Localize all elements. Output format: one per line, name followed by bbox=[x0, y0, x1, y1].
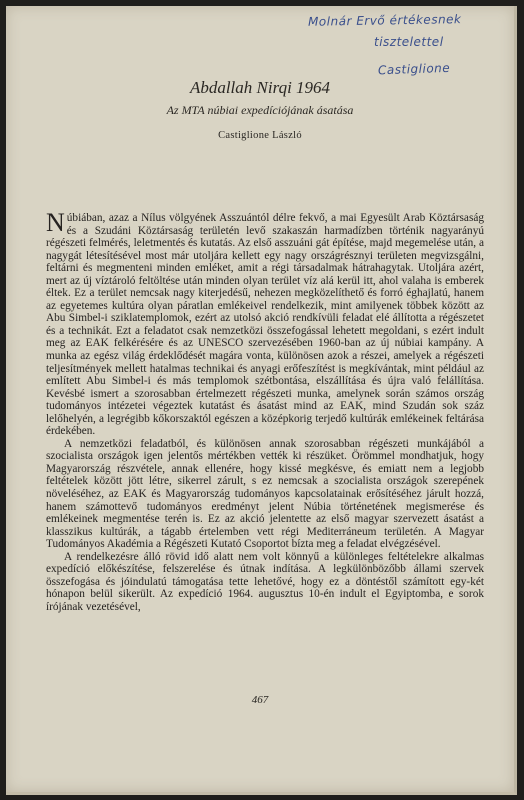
article-author: Castiglione László bbox=[218, 130, 302, 141]
article-body bbox=[46, 208, 484, 614]
handwritten-line: Molnár Ervő értékesnek bbox=[307, 12, 462, 29]
article-subtitle: Az MTA núbiai expedíciójának ásatása bbox=[166, 103, 354, 117]
handwritten-line: tisztelettel bbox=[374, 35, 444, 49]
paragraph-1 bbox=[46, 208, 484, 438]
drop-cap: N bbox=[46, 208, 65, 237]
handwritten-signature: Castiglione bbox=[377, 60, 451, 78]
article-title: Abdallah Nirqi 1964 bbox=[189, 78, 331, 97]
handwritten-dedication bbox=[286, 12, 511, 78]
paragraph-3: A rendelkezésre álló rövid idő alatt nem volt könnyű a különleges feltételekre alkalmas expedíció előkészítése, felszerelése és útnak indítása. A legkülönbözőbb állami szervek összefogása és jóindulatú támogatása tette lehetővé, hogy ez a döntéstől számított egy-két hónapon belül sikerült. Az expedíció 1964. augusztus 10-én indult el Egyiptomba, e sorok írójának vezetésével, bbox=[46, 550, 484, 613]
paragraph-text: úbiában, azaz a Nílus völgyének Asszuántól délre fekvő, a mai Egyesült Arab Köztársaság és a Szudáni Köztársaság területén levő szakaszán harmadízben történik nagyarányú régészeti felmérés, leletmentés és kutatás. Az első asszuáni gát építése, majd megemelése után, a nagygát létesítésével most már utoljára kellett egy nagy országrésznyi területen megvizsgálni, feltárni és megmenteni minden emléket, amit a régi társadalmak hátrahagytak. Utoljára azért, mert az új víztároló feltöltése után minden olyan terület víz alá kerül itt, ahol valaha is emberek éltek. Ez a terület nemcsak nagy kiterjedésű, nehezen megközelíthető és forró éghajlatú, hanem az egyetemes kultúra olyan páratlan emlékeivel rendelkezik, mint amilyenek többek között az Abu Simbel-i sziklatemplomok, ezért az utolsó akció rendkívüli feladat elé állította a régészetet és a technikát. Ezt a feladatot csak nemzetközi összefogással lehetett megoldani, s ezért indult meg az EAK felkérésére és az UNESCO szervezésében 1960-ban az új núbiai kampány. A munka az egész világ érdeklődését magára vonta, különösen azok a részei, amelyek a régészeti teljesítmények mellett hatalmas technikai és anyagi erőfeszítést is megkívántak, mint például az említett Abu Simbel-i és más templomok szétbontása, elszállítása és újra való felállítása. Kevésbé ismert a szorosabban értelmezett régészeti munka, amelynek során számos ország tudományos intézetei végeztek kutatást és ásatást mind az EAK, mind Szudán sok száz lelőhelyén, a legrégibb kőkorszaktól egészen a középkorig terjedő kultúrák emlékeinek feltárása érdekében. bbox=[46, 212, 484, 438]
paragraph-2: A nemzetközi feladatból, és különösen annak szorosabban régészeti munkájából a szocialista országok igen jelentős mértékben vették ki részüket. Örömmel mondhatjuk, hogy Magyarország részvétele, annak ellenére, hogy kissé megkésve, és emiatt nem a legjobb feltételek között jött létre, sikerrel zárult, s ez nemcsak a szocialista országok szerepének növeléséhez, az EAK és Magyarország tudományos kapcsolatainak erősítéséhez járult hozzá, hanem számottevő tudományos eredményt jelent Núbia történetének megismerése és emlékeinek megmentése terén is. Ez az akció jelentette az első magyar szervezett ásatást a klasszikus kultúrák, a tágabb értelemben vett régi Mediterráneum területén. A Magyar Tudományos Akadémia a Régészeti Kutató Csoportot bízta meg a feladat elvégzésével. bbox=[46, 437, 484, 551]
document-page bbox=[6, 6, 517, 795]
page-number: 467 bbox=[251, 694, 269, 706]
